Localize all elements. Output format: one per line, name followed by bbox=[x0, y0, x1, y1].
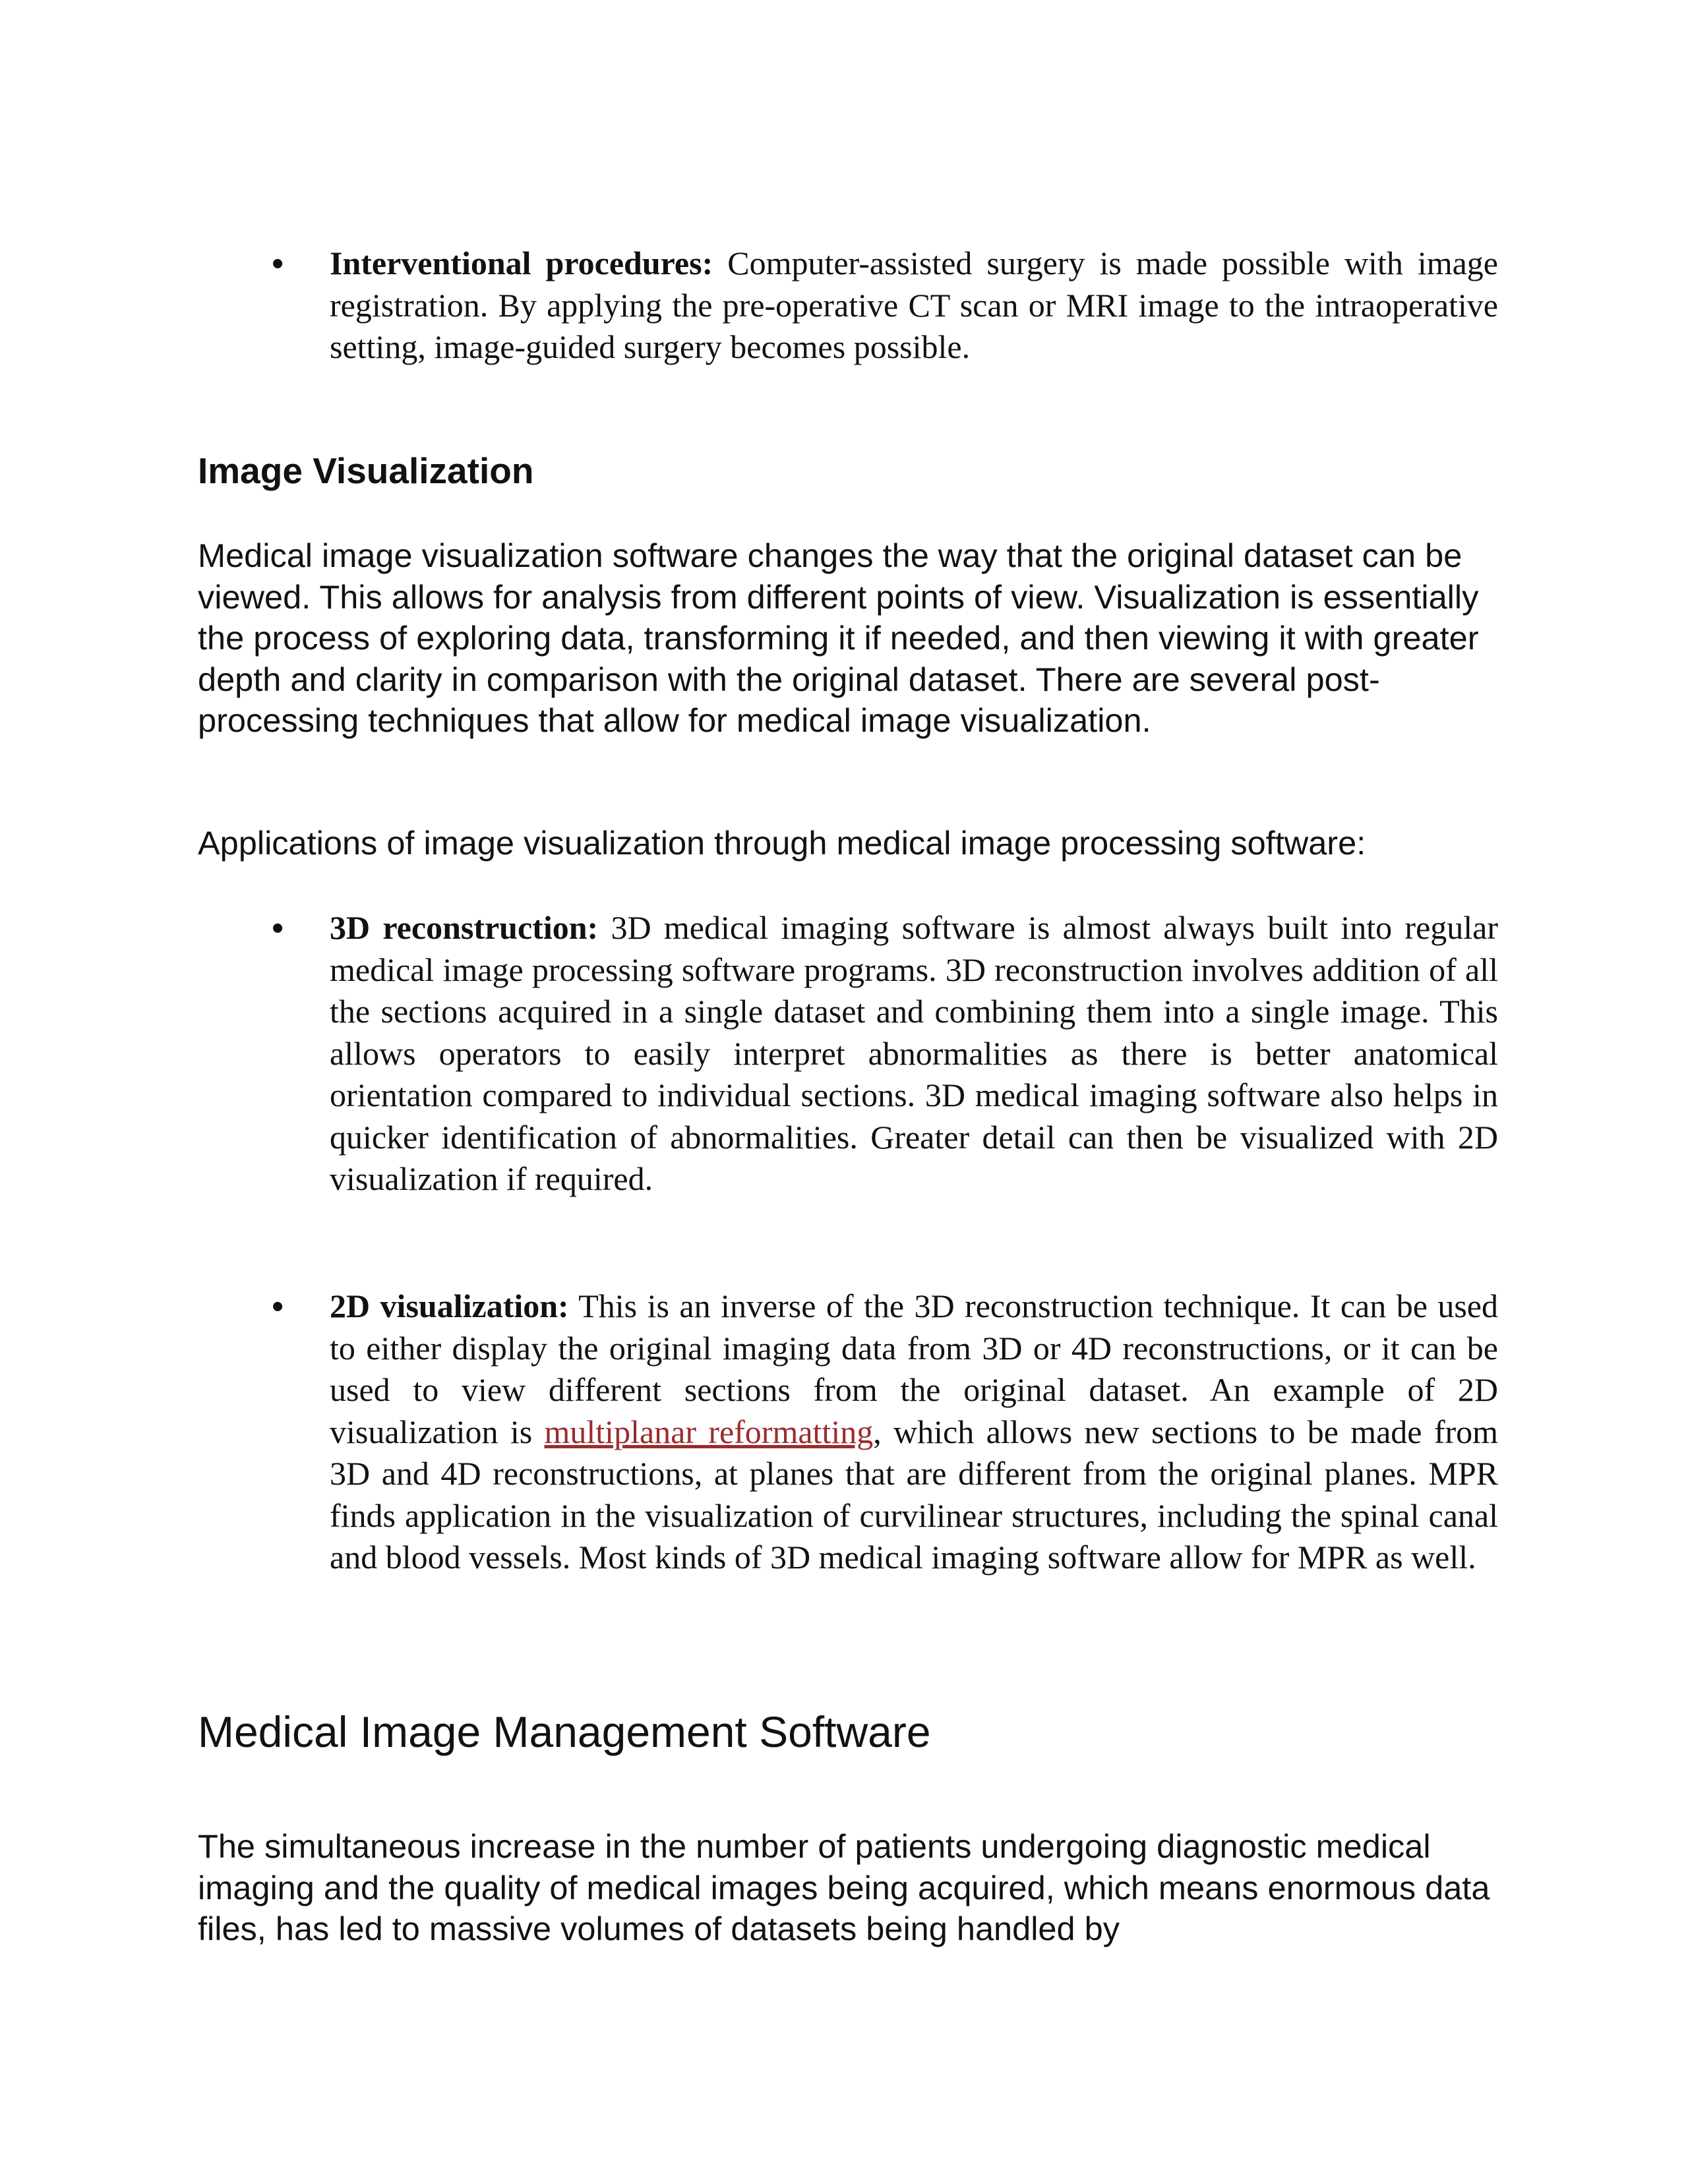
section-heading-management: Medical Image Management Software bbox=[198, 1707, 931, 1756]
multiplanar-reformatting-link[interactable]: multiplanar reformatting bbox=[544, 1413, 874, 1450]
bullet-item-interventional bbox=[272, 243, 1498, 369]
section-heading-visualization: Image Visualization bbox=[198, 450, 534, 491]
bullet-label: Interventional procedures: bbox=[330, 245, 713, 281]
paragraph-applications-intro: Applications of image visualization through medical image processing software: bbox=[198, 824, 1366, 862]
bullet-icon: • bbox=[272, 909, 284, 947]
paragraph-visualization: Medical image visualization software changes the way that the original dataset can be viewed. This allows for analysis from different points of view. Visualization is essentially the process of exploring data, transforming it if needed, and then viewing it with greater depth and clarity in comparison with the original dataset. There are several post-processing techniques that allow for medical image visualization. bbox=[198, 537, 1479, 739]
bullet-body: Computer-assisted surgery is made possible with image registration. By applying the pre-operative CT scan or MRI image to the intraoperative setting, image-guided surgery becomes possible. bbox=[330, 245, 1498, 365]
bullet-body-before-link: This is an inverse of the 3D reconstruction technique. It can be used to either display the original imaging data from 3D or 4D reconstructions, or it can be used to view different sections from the original dataset. An example of 2D visualization is bbox=[330, 1287, 1498, 1450]
paragraph-management: The simultaneous increase in the number of patients undergoing diagnostic medical imaging and the quality of medical images being acquired, which means enormous data files, has led to massive volumes of datasets being handled by bbox=[198, 1827, 1490, 1947]
bullet-text-2d bbox=[330, 1285, 1498, 1579]
bullet-body: 3D medical imaging software is almost always built into regular medical image processing software programs. 3D reconstruction involves addition of all the sections acquired in a single dataset and combining them into a single image. This allows operators to easily interpret abnormalities as there is better anatomical orientation compared to individual sections. 3D medical imaging software also helps in quicker identification of abnormalities. Greater detail can then be visualized with 2D visualization if required. bbox=[330, 909, 1498, 1197]
bullet-item-3d-reconstruction bbox=[272, 907, 1498, 1200]
bullet-item-2d-visualization bbox=[272, 1285, 1498, 1579]
bullet-label: 2D visualization: bbox=[330, 1287, 569, 1324]
bullet-body-after-link: , which allows new sections to be made from 3D and 4D reconstructions, at planes that are different from the original planes. MPR finds application in the visualization of curvilinear structures, including the spinal canal and blood vessels. Most kinds of 3D medical imaging software allow for MPR as well. bbox=[330, 1413, 1499, 1576]
bullet-text-3d bbox=[330, 907, 1498, 1200]
bullet-icon: • bbox=[272, 1287, 284, 1326]
bullet-label: 3D reconstruction: bbox=[330, 909, 599, 946]
bullet-icon: • bbox=[272, 245, 284, 283]
bullet-text-interventional bbox=[330, 243, 1498, 369]
